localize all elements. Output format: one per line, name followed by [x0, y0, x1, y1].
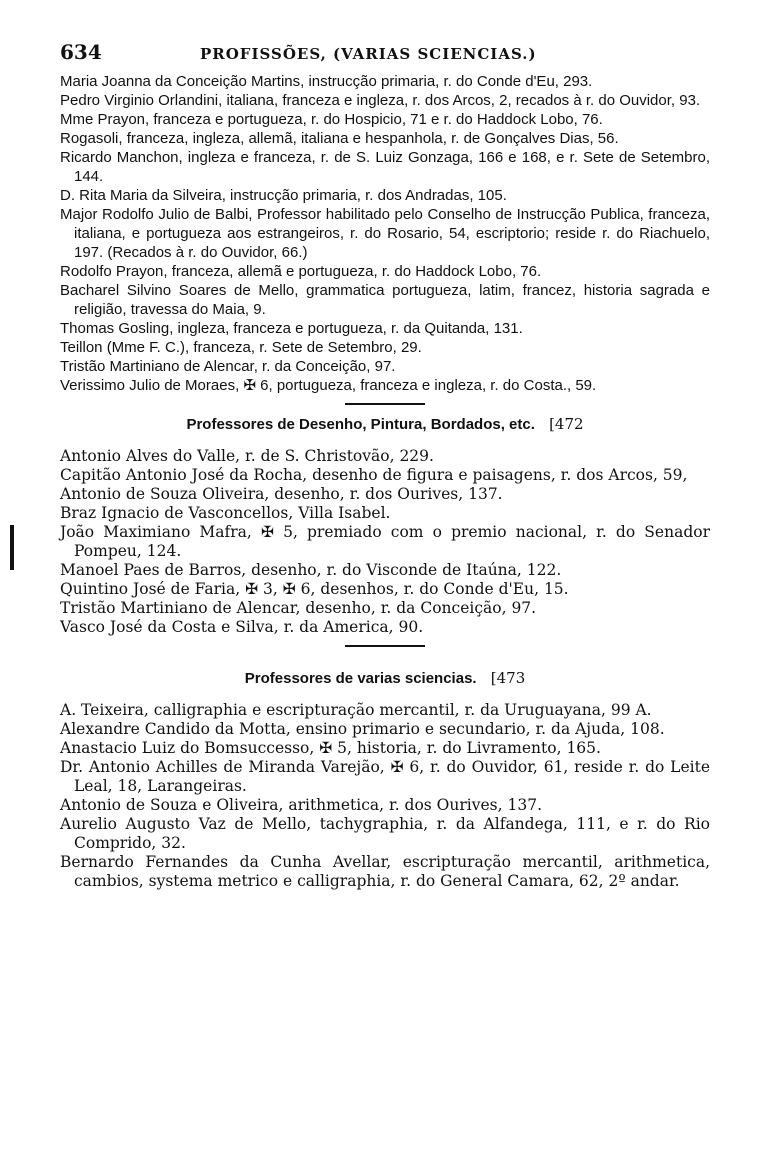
list-item: Major Rodolfo Julio de Balbi, Professor habilitado pelo Conselho de Instrucção Publica, franceza, italiana, e portugueza aos estrangeiros, r. do Rosario, 54, escriptorio; reside r. do Riachuelo, 197. (Recados à r. do Ouvidor, 66.): [60, 206, 710, 261]
section-heading-text: Professores de Desenho, Pintura, Bordados, etc.: [186, 416, 535, 433]
section-heading-text: Professores de varias sciencias.: [244, 670, 477, 687]
list-item: Teillon (Mme F. C.), franceza, r. Sete de Setembro, 29.: [60, 339, 422, 356]
list-item: A. Teixeira, calligraphia e escripturação mercantil, r. da Uruguayana, 99 A.: [60, 701, 652, 719]
list-item: Rogasoli, franceza, ingleza, allemã, italiana e hespanhola, r. de Gonçalves Dias, 56.: [60, 130, 619, 147]
list-item: Manoel Paes de Barros, desenho, r. do Visconde de Itaúna, 122.: [60, 561, 562, 579]
list-item: Antonio de Souza e Oliveira, arithmetica, r. dos Ourives, 137.: [60, 796, 542, 814]
list-item: Quintino José de Faria, ✠ 3, ✠ 6, desenhos, r. do Conde d'Eu, 15.: [60, 580, 569, 598]
list-item: Anastacio Luiz do Bomsuccesso, ✠ 5, historia, r. do Livramento, 165.: [60, 739, 601, 757]
list-item: Bernardo Fernandes da Cunha Avellar, escripturação mercantil, arithmetica, cambios, systema metrico e calligraphia, r. do General Camara, 62, 2º andar.: [60, 853, 710, 890]
list-item: Mme Prayon, franceza e portugueza, r. do Hospicio, 71 e r. do Haddock Lobo, 76.: [60, 111, 603, 128]
list-item: Ricardo Manchon, ingleza e franceza, r. de S. Luiz Gonzaga, 166 e 168, e r. Sete de Setembro, 144.: [60, 149, 710, 185]
list-item: Rodolfo Prayon, franceza, allemã e portugueza, r. do Haddock Lobo, 76.: [60, 263, 542, 280]
list-item: Bacharel Silvino Soares de Mello, grammatica portugueza, latim, francez, historia sagrada e religião, travessa do Maia, 9.: [60, 282, 710, 318]
section-divider: [345, 403, 425, 405]
list-item: Thomas Gosling, ingleza, franceza e portugueza, r. da Quitanda, 131.: [60, 320, 523, 337]
list-item: Braz Ignacio de Vasconcellos, Villa Isabel.: [60, 504, 391, 522]
section-drawing: [60, 415, 710, 637]
list-item: Vasco José da Costa e Silva, r. da America, 90.: [60, 618, 424, 636]
page-number: 634: [60, 40, 102, 64]
list-item: Aurelio Augusto Vaz de Mello, tachygraphia, r. da Alfandega, 111, e r. do Rio Comprido, 32.: [60, 815, 710, 852]
section-number: [472: [549, 415, 584, 433]
list-item: Maria Joanna da Conceição Martins, instrucção primaria, r. do Conde d'Eu, 293.: [60, 73, 593, 90]
section-heading: [60, 415, 710, 433]
section-heading: [60, 669, 710, 687]
running-title: PROFISSÕES, (VARIAS SCIENCIAS.): [200, 45, 537, 63]
list-item: Tristão Martiniano de Alencar, desenho, r. da Conceição, 97.: [60, 599, 537, 617]
list-item: Pedro Virginio Orlandini, italiana, franceza e ingleza, r. dos Arcos, 2, recados à r. do Ouvidor, 93.: [60, 92, 701, 109]
page-header: [60, 40, 710, 70]
list-item: D. Rita Maria da Silveira, instrucção primaria, r. dos Andradas, 105.: [60, 187, 507, 204]
list-item: João Maximiano Mafra, ✠ 5, premiado com o premio nacional, r. do Senador Pompeu, 124.: [60, 523, 710, 560]
list-item: Dr. Antonio Achilles de Miranda Varejão, ✠ 6, r. do Ouvidor, 61, reside r. do Leite Leal, 18, Larangeiras.: [60, 758, 710, 795]
list-item: Tristão Martiniano de Alencar, r. da Conceição, 97.: [60, 358, 396, 375]
list-item: Antonio Alves do Valle, r. de S. Christovão, 229.: [60, 447, 434, 465]
margin-mark: [10, 525, 14, 570]
continued-entries: [60, 72, 710, 395]
section-sciences: [60, 669, 710, 891]
list-item: Antonio de Souza Oliveira, desenho, r. dos Ourives, 137.: [60, 485, 503, 503]
section-number: [473: [490, 669, 526, 687]
list-item: Capitão Antonio José da Rocha, desenho de figura e paisagens, r. dos Arcos, 59,: [60, 466, 688, 484]
section-divider: [345, 645, 425, 647]
page: [60, 40, 710, 895]
list-item: Alexandre Candido da Motta, ensino primario e secundario, r. da Ajuda, 108.: [60, 720, 665, 738]
list-item: Verissimo Julio de Moraes, ✠ 6, portugueza, franceza e ingleza, r. do Costa., 59.: [60, 377, 597, 394]
